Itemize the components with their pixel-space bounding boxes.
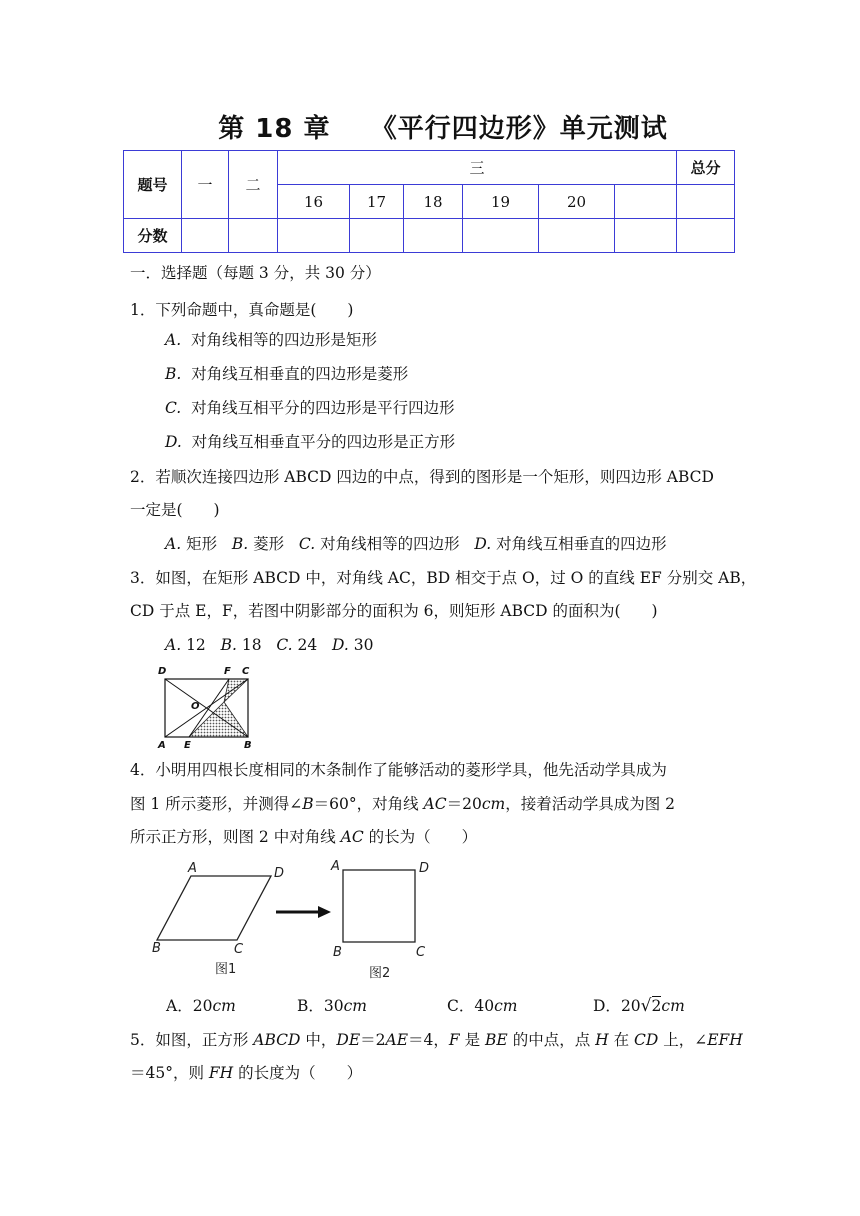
option-num: 20 xyxy=(620,997,641,1015)
q1-option-d xyxy=(165,431,455,453)
option-letter: C. xyxy=(276,636,293,654)
math-variable: H xyxy=(595,1031,609,1049)
option-text: 对角线互相平分的四边形是平行四边形 xyxy=(191,399,455,417)
fig1-label-a: A xyxy=(188,861,197,876)
row-fenshu: 分数 xyxy=(124,219,182,253)
label-b: B xyxy=(244,740,252,750)
label-f: F xyxy=(224,666,231,677)
text-run: ＝4， xyxy=(408,1031,449,1049)
text-run: ＝45°，则 xyxy=(130,1064,209,1082)
label-o: O xyxy=(191,701,200,712)
label-c: C xyxy=(242,666,250,677)
text: 所示正方形，则图 2 中对角线 xyxy=(130,828,341,846)
option-letter: B. xyxy=(220,636,237,654)
option-letter: B． xyxy=(297,997,324,1015)
option-unit: cm xyxy=(494,997,518,1015)
text: ＝60°，对角线 xyxy=(313,795,424,813)
math-variable: BE xyxy=(485,1031,508,1049)
header-zongfen: 总分 xyxy=(677,151,735,185)
q1-option-a xyxy=(165,329,377,351)
total-blank xyxy=(677,185,735,219)
option-num: 30 xyxy=(323,997,344,1015)
math-variable: ABCD xyxy=(253,1031,301,1049)
header-sub: 18 xyxy=(404,185,463,219)
text-run: 的中点，点 xyxy=(507,1031,596,1049)
option-num: 40 xyxy=(474,997,495,1015)
q4-stem-line2 xyxy=(130,793,675,815)
q3-figure xyxy=(155,662,265,750)
text: AC xyxy=(423,795,447,813)
arrow-icon xyxy=(318,906,331,918)
q2-stem-line1: 2．若顺次连接四边形 ABCD 四边的中点，得到的图形是一个矩形，则四边形 ABCD xyxy=(130,468,714,486)
q3-stem-line1: 3．如图，在矩形 ABCD 中，对角线 AC，BD 相交于点 O，过 O 的直线 EF 分别交 AB， xyxy=(130,569,757,587)
option-text: 对角线互相垂直平分的四边形是正方形 xyxy=(191,433,456,451)
option-text: 24 xyxy=(297,636,318,654)
header-sub: 19 xyxy=(463,185,539,219)
q2-stem-line2: 一定是( ) xyxy=(130,501,220,519)
header-er: 二 xyxy=(229,151,278,219)
fig2-label-d: D xyxy=(419,861,430,876)
q4-option-d xyxy=(593,995,685,1017)
score-cell xyxy=(463,219,539,253)
q3-options xyxy=(165,634,374,656)
q4-option-b xyxy=(297,995,367,1017)
text: 图 1 所示菱形，并测得∠ xyxy=(130,795,303,813)
option-letter: D． xyxy=(593,997,621,1015)
option-letter: D. xyxy=(474,535,492,553)
fig1-label-b: B xyxy=(152,941,161,956)
score-cell xyxy=(404,219,463,253)
sqrt-sign: √ xyxy=(640,996,652,1016)
option-text: 对角线相等的四边形是矩形 xyxy=(190,331,377,349)
header-sub: 20 xyxy=(539,185,615,219)
header-sub-empty xyxy=(615,185,677,219)
radicand: 2 xyxy=(651,997,662,1015)
option-letter: C． xyxy=(447,997,475,1015)
header-sub: 16 xyxy=(278,185,350,219)
option-text: 对角线相等的四边形 xyxy=(320,535,460,553)
math-variable: EFH xyxy=(707,1031,743,1049)
score-cell xyxy=(539,219,615,253)
header-sub: 17 xyxy=(350,185,404,219)
option-unit: cm xyxy=(212,997,236,1015)
option-unit: cm xyxy=(343,997,368,1015)
q5-stem-line2 xyxy=(130,1062,362,1084)
text-run: 5．如图，正方形 xyxy=(130,1031,254,1049)
text: ，接着活动学具成为图 2 xyxy=(505,795,675,813)
label-a: A xyxy=(158,740,166,750)
label-d: D xyxy=(158,666,167,677)
section-heading: 一．选择题（每题 3 分，共 30 分） xyxy=(130,264,381,282)
text-run: 的长度为（ ） xyxy=(233,1064,363,1082)
score-cell xyxy=(677,219,735,253)
option-letter: A. xyxy=(165,636,182,654)
rhombus-square-diagram xyxy=(148,856,438,986)
fig1-label-d: D xyxy=(274,866,285,881)
score-cell xyxy=(350,219,404,253)
option-text: 菱形 xyxy=(253,535,285,553)
q4-stem-line1: 4．小明用四根长度相同的木条制作了能够活动的菱形学具，他先活动学具成为 xyxy=(130,761,667,779)
math-variable: DE xyxy=(336,1031,361,1049)
math-variable: F xyxy=(448,1031,460,1049)
rectangle-diagram xyxy=(155,662,265,750)
q1-stem: 1．下列命题中，真命题是( ) xyxy=(130,301,354,319)
text: 的长为（ ） xyxy=(363,828,478,846)
option-letter: B. xyxy=(231,535,249,553)
q1-option-c xyxy=(165,397,455,419)
option-text: 18 xyxy=(241,636,262,654)
option-unit: cm xyxy=(661,997,685,1015)
text: cm xyxy=(481,795,506,813)
fig1-label-c: C xyxy=(234,942,244,957)
header-san: 三 xyxy=(278,151,677,185)
text: AC xyxy=(340,828,364,846)
option-text: 对角线互相垂直的四边形是菱形 xyxy=(191,365,409,383)
shaded-triangle-top xyxy=(224,679,248,702)
text-run: 中， xyxy=(300,1031,337,1049)
fig2-label-a: A xyxy=(331,859,340,874)
option-num: 20 xyxy=(192,997,213,1015)
q5-stem-line1 xyxy=(130,1029,743,1051)
rhombus-shape xyxy=(157,876,271,940)
q3-stem-line2: CD 于点 E，F，若图中阴影部分的面积为 6，则矩形 ABCD 的面积为( ) xyxy=(130,602,658,620)
text-run: ＝2 xyxy=(360,1031,386,1049)
fig1-caption: 图1 xyxy=(215,962,237,977)
option-letter: C. xyxy=(165,399,182,417)
text-run: 在 xyxy=(608,1031,635,1049)
option-text: 对角线互相垂直的四边形 xyxy=(496,535,667,553)
option-letter: C. xyxy=(298,535,316,553)
option-letter: A. xyxy=(165,535,182,553)
option-letter: A． xyxy=(166,997,193,1015)
q2-options xyxy=(165,533,667,555)
q4-stem-line3 xyxy=(130,826,477,848)
score-cell xyxy=(615,219,677,253)
square-shape xyxy=(343,870,415,942)
page-title: 第 18 章 《平行四边形》单元测试 xyxy=(218,114,668,144)
q4-figures xyxy=(148,856,438,986)
label-e: E xyxy=(184,740,191,750)
option-letter: B. xyxy=(165,365,182,383)
fig2-caption: 图2 xyxy=(369,966,391,981)
option-letter: A. xyxy=(165,331,182,349)
option-text: 矩形 xyxy=(186,535,218,553)
fig2-label-b: B xyxy=(333,945,342,960)
text-run: 上，∠ xyxy=(658,1031,708,1049)
score-cell xyxy=(229,219,278,253)
text-run: 是 xyxy=(459,1031,486,1049)
text: B xyxy=(302,795,314,813)
option-text: 12 xyxy=(186,636,206,654)
header-yi: 一 xyxy=(182,151,229,219)
q4-option-c xyxy=(447,995,518,1017)
q1-option-b xyxy=(165,363,408,385)
header-tihao: 题号 xyxy=(124,151,182,219)
option-text: 30 xyxy=(353,636,374,654)
option-letter: D. xyxy=(332,636,349,654)
q4-option-a xyxy=(166,995,236,1017)
score-cell xyxy=(182,219,229,253)
math-variable: AE xyxy=(385,1031,409,1049)
math-variable: FH xyxy=(208,1064,234,1082)
score-cell xyxy=(278,219,350,253)
option-letter: D. xyxy=(165,433,182,451)
score-table xyxy=(123,150,735,253)
text: ＝20 xyxy=(446,795,482,813)
math-variable: CD xyxy=(634,1031,659,1049)
fig2-label-c: C xyxy=(416,945,426,960)
